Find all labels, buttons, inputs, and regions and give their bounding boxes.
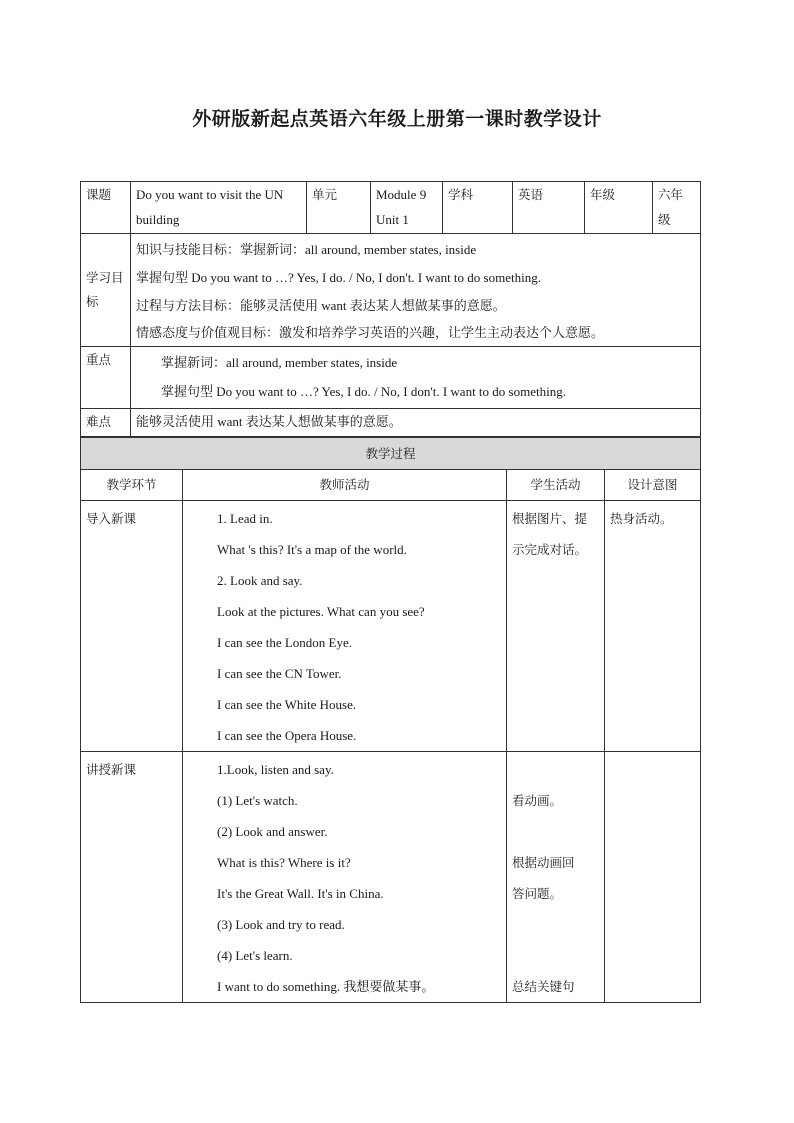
teaching-process-table [80,437,701,1003]
lesson-info-table [80,181,701,437]
goals-line: 掌握句型 Do you want to …? Yes, I do. / No, I don't. I want to do something. [136,270,541,285]
teacher-line: It's the Great Wall. It's in China. [217,886,384,901]
teacher-line: 1. Lead in. [217,511,273,526]
stage-cell [81,501,183,752]
teacher-line: I can see the White House. [217,697,357,712]
teacher-line: I want to do something. 我想要做某事。 [217,979,435,994]
student-line: 总结关键句 [512,979,575,994]
goals-label: 学习目标 [81,234,131,347]
column-header: 教学环节 [81,470,183,501]
student-cell [507,501,605,752]
student-line [512,816,599,847]
goals-line: 知识与技能目标：掌握新词：all around, member states, inside [136,242,477,257]
teacher-line: I can see the Opera House. [217,728,357,743]
teacher-line: I can see the London Eye. [217,635,353,650]
column-header: 设计意图 [605,470,701,501]
difficulty-text: 能够灵活使用 want 表达某人想做某事的意愿。 [131,409,701,437]
unit-value: Module 9 Unit 1 [371,182,443,234]
topic-label: 课题 [81,182,131,234]
teacher-line: 2. Look and say. [217,573,303,588]
unit-label: 单元 [307,182,371,234]
teacher-line: Look at the pictures. What can you see? [217,604,425,619]
goals-line: 情感态度与价值观目标：激发和培养学习英语的兴趣，让学生主动表达个人意愿。 [136,325,605,340]
student-line [512,940,599,971]
student-line: 根据动画回 [512,855,575,870]
intent-cell [605,501,701,752]
student-line [512,909,599,940]
goals-line: 过程与方法目标：能够灵活使用 want 表达某人想做某事的意愿。 [136,298,506,313]
teacher-line: (1) Let's watch. [217,793,298,808]
teacher-line: I can see the CN Tower. [217,666,342,681]
teacher-line: (2) Look and answer. [217,824,328,839]
student-cell [507,752,605,1003]
intent-text: 热身活动。 [610,511,673,526]
teacher-line: What 's this? It's a map of the world. [217,542,407,557]
teacher-line: What is this? Where is it? [217,855,351,870]
subject-label: 学科 [443,182,513,234]
grade-value: 六年级 [653,182,701,234]
difficulty-label: 难点 [81,409,131,437]
subject-value: 英语 [513,182,585,234]
student-line [512,754,599,785]
student-line: 根据图片、提 [512,511,588,526]
stage-label: 讲授新课 [86,762,137,777]
stage-label: 导入新课 [86,511,137,526]
student-line: 示完成对话。 [512,542,588,557]
key-label: 重点 [81,347,131,409]
teacher-line: (3) Look and try to read. [217,917,345,932]
key-line: 掌握句型 Do you want to …? Yes, I do. / No, I don't. I want to do something. [161,384,566,399]
teacher-line: 1.Look, listen and say. [217,762,334,777]
teacher-cell [183,501,507,752]
topic-value: Do you want to visit the UN building [131,182,307,234]
intent-cell [605,752,701,1003]
teacher-cell [183,752,507,1003]
page-title: 外研版新起点英语六年级上册第一课时教学设计 [192,108,602,130]
grade-label: 年级 [585,182,653,234]
column-header: 学生活动 [507,470,605,501]
column-header: 教师活动 [183,470,507,501]
student-line: 看动画。 [512,793,563,808]
stage-cell [81,752,183,1003]
student-line: 答问题。 [512,886,563,901]
process-header: 教学过程 [81,438,701,470]
key-line: 掌握新词：all around, member states, inside [161,355,398,370]
teacher-line: (4) Let's learn. [217,948,293,963]
